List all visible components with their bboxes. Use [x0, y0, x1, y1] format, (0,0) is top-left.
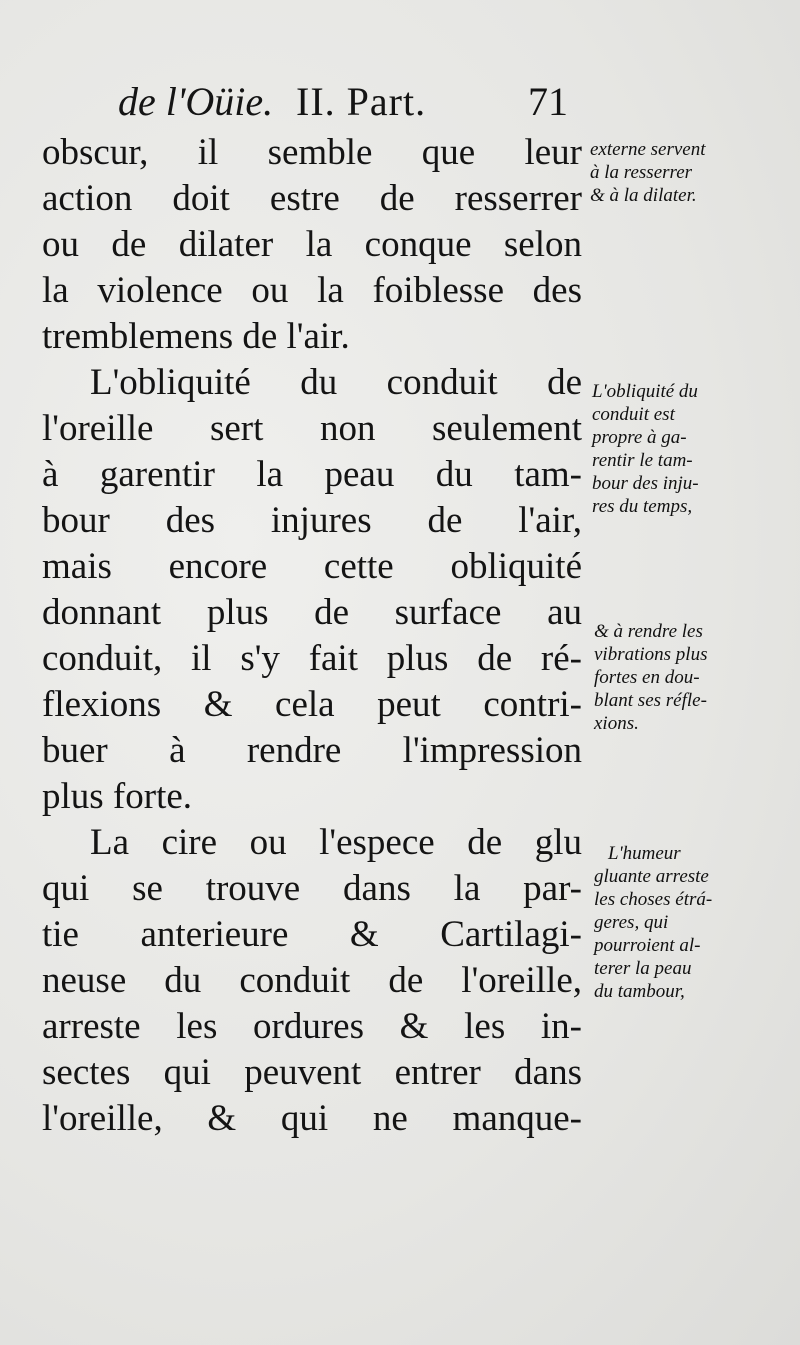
margin-note-line: vibrations plus [594, 644, 708, 665]
text-line: L'obliquité du conduit de [90, 362, 582, 403]
text-line: buer à rendre l'impression [42, 730, 582, 771]
margin-note-line: blant ses réfle- [594, 690, 707, 711]
text-line: obscur, il semble que leur [42, 132, 582, 173]
margin-note-line: conduit est [592, 404, 675, 425]
margin-note-line: propre à ga- [592, 427, 687, 448]
main-text-block [42, 130, 582, 1142]
text-line: bour des injures de l'air, [42, 500, 582, 541]
margin-note-line: à la resserrer [590, 162, 693, 183]
margin-note-line: terer la peau [594, 958, 692, 979]
margin-note-line: res du temps, [592, 496, 693, 517]
margin-note-line: pourroient al- [594, 935, 701, 956]
margin-note [594, 620, 772, 735]
text-line: arreste les ordures & les in- [42, 1006, 582, 1047]
margin-note-line: fortes en dou- [594, 667, 700, 688]
margin-note-line: & à la dilater. [590, 185, 697, 206]
margin-note [592, 380, 770, 518]
text-line: la violence ou la foiblesse des [42, 270, 582, 311]
text-line: l'oreille, & qui ne manque- [42, 1098, 582, 1139]
text-line: sectes qui peuvent entrer dans [42, 1052, 582, 1093]
part-label: II. Part. [296, 79, 427, 124]
margin-note-line: externe servent [590, 139, 706, 160]
text-line: conduit, il s'y fait plus de ré- [42, 638, 582, 679]
text-line: à garentir la peau du tam- [42, 454, 582, 495]
margin-note-line: du tambour, [594, 981, 685, 1002]
margin-note-line: rentir le tam- [592, 450, 693, 471]
page-number: 71 [528, 79, 568, 124]
text-line: l'oreille sert non seulement [42, 408, 582, 449]
running-header [118, 78, 588, 126]
margin-note-line: les choses étrá- [594, 889, 713, 910]
text-line: plus forte. [42, 776, 193, 817]
margin-note-line: L'humeur [608, 843, 681, 864]
margin-note-line: L'obliquité du [592, 381, 698, 402]
text-line: donnant plus de surface au [42, 592, 582, 633]
margin-note [590, 138, 768, 207]
text-line: tremblemens de l'air. [42, 316, 350, 357]
margin-note-line: bour des inju- [592, 473, 699, 494]
text-line: flexions & cela peut contri- [42, 684, 582, 725]
margin-note-line: geres, qui [594, 912, 669, 933]
text-line: qui se trouve dans la par- [42, 868, 582, 909]
text-line: ou de dilater la conque selon [42, 224, 582, 265]
margin-note-line: gluante arreste [594, 866, 709, 887]
running-title: de l'Oüie. [118, 79, 274, 124]
text-line: La cire ou l'espece de glu [90, 822, 582, 863]
margin-note-line: & à rendre les [594, 621, 703, 642]
text-line: action doit estre de resserrer [42, 178, 582, 219]
text-line: mais encore cette obliquité [42, 546, 582, 587]
text-line: tie anterieure & Cartilagi- [42, 914, 582, 955]
margin-note-line: xions. [594, 713, 639, 734]
margin-note [594, 842, 772, 1003]
text-line: neuse du conduit de l'oreille, [42, 960, 582, 1001]
